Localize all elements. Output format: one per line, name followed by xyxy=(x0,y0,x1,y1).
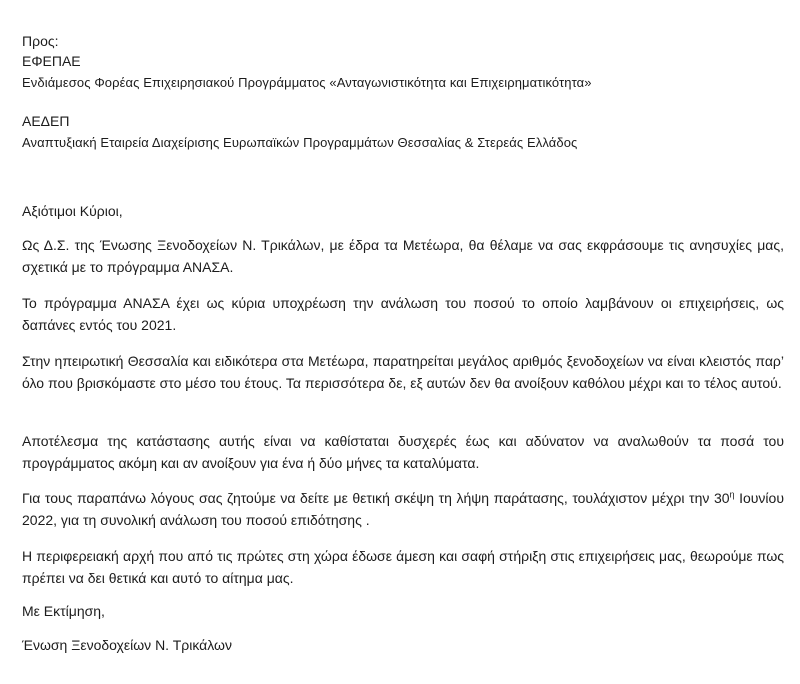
paragraph-5-text-end: Ιουνίου 2022, για τη συνολική ανάλωση του ποσού επιδότησης . xyxy=(22,490,784,528)
ordinal-superscript: η xyxy=(729,489,735,500)
paragraph-5-text-start: Για τους παραπάνω λόγους σας ζητούμε να δείτε με θετική σκέψη τη λήψη παράτασης, τουλάχιστον μέχρι την 30 xyxy=(22,490,730,506)
recipient-2-name: ΑΕΔΕΠ xyxy=(22,113,70,129)
closing: Με Εκτίμηση, xyxy=(22,603,105,619)
salutation: Αξιότιμοι Κύριοι, xyxy=(22,203,123,219)
paragraph-2: Το πρόγραμμα ΑΝΑΣΑ έχει ως κύρια υποχρέωση την ανάλωση του ποσού το οποίο λαμβάνουν οι επιχειρήσεις, ως δαπάνες εντός του 2021. xyxy=(22,295,784,333)
paragraph-5 xyxy=(22,487,784,531)
paragraph-6: Η περιφερειακή αρχή που από τις πρώτες στη χώρα έδωσε άμεση και σαφή στήριξη στις επιχειρήσεις μας, θεωρούμε πως πρέπει να δει θετικά και αυτό το αίτημα μας. xyxy=(22,548,784,586)
paragraph-3: Στην ηπειρωτική Θεσσαλία και ειδικότερα στα Μετέωρα, παρατηρείται μεγάλος αριθμός ξενοδοχείων να είναι κλειστός παρ’ όλο που βρισκόμαστε στο μέσο του έτους. Τα περισσότερα δε, εξ αυτών δεν θα ανοίξουν καθόλου μέχρι και το τέλος αυτού. xyxy=(22,353,784,391)
to-label: Προς: xyxy=(22,33,59,49)
paragraph-1: Ως Δ.Σ. της Ένωσης Ξενοδοχείων Ν. Τρικάλων, με έδρα τα Μετέωρα, θα θέλαμε να σας εκφράσουμε τις ανησυχίες μας, σχετικά με το πρόγραμμα ΑΝΑΣΑ. xyxy=(22,237,784,275)
paragraph-4: Αποτέλεσμα της κατάστασης αυτής είναι να καθίσταται δυσχερές έως και αδύνατον να αναλωθούν τα ποσά του προγράμματος ακόμη και αν ανοίξουν για ένα ή δύο μήνες τα καταλύματα. xyxy=(22,433,784,471)
recipient-2-description: Αναπτυξιακή Εταιρεία Διαχείρισης Ευρωπαϊκών Προγραμμάτων Θεσσαλίας & Στερεάς Ελλάδος xyxy=(22,135,578,150)
recipient-1-description: Ενδιάμεσος Φορέας Επιχειρησιακού Προγράμματος «Ανταγωνιστικότητα και Επιχειρηματικότητα» xyxy=(22,75,592,90)
recipient-1-name: ΕΦΕΠΑΕ xyxy=(22,53,81,69)
signature: Ένωση Ξενοδοχείων Ν. Τρικάλων xyxy=(22,637,232,653)
